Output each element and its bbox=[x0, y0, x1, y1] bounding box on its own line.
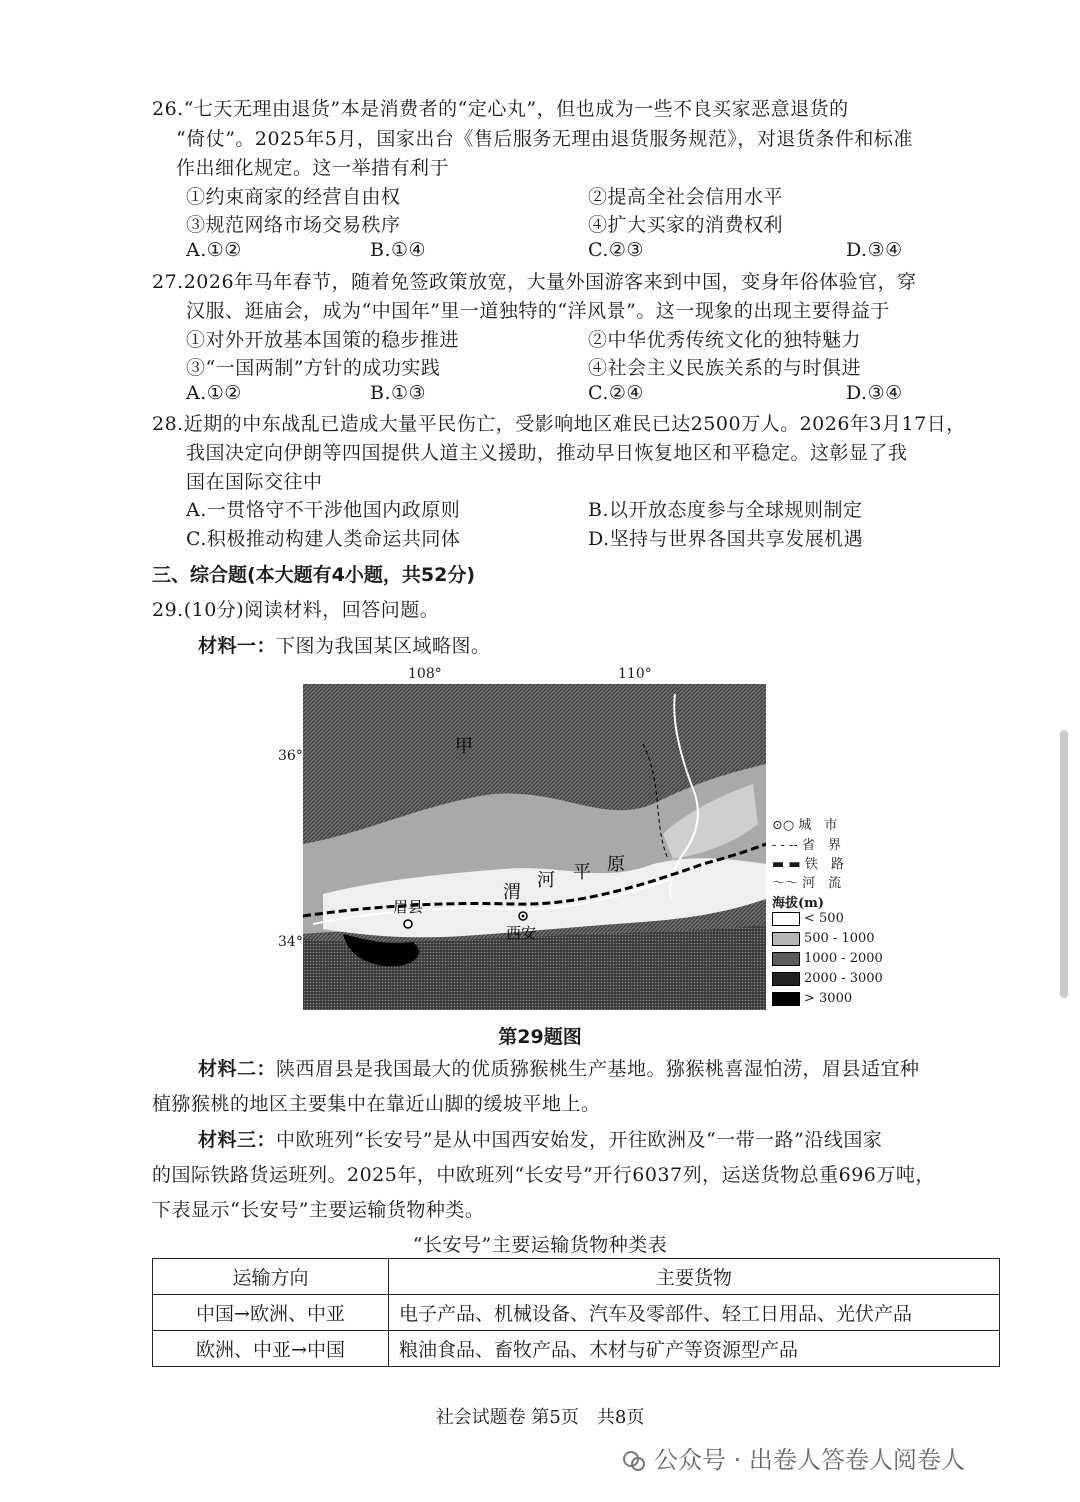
table-row bbox=[153, 1331, 1000, 1367]
material-1-text: 下图为我国某区域略图。 bbox=[276, 635, 491, 657]
table-cell-direction: 欧洲、中亚→中国 bbox=[153, 1331, 389, 1367]
q27-statement-1: ①对外开放基本国策的稳步推进 bbox=[186, 329, 460, 351]
legend-railway: ▬ ▬ 铁 路 bbox=[772, 857, 844, 872]
q28-line-1: 28.近期的中东战乱已造成大量平民伤亡，受影响地区难民已达2500万人。2026年3月17日， bbox=[152, 413, 966, 435]
map-legend bbox=[768, 812, 898, 1012]
legend-elevation-title: 海拔(m) bbox=[772, 896, 825, 911]
q27-line-1: 27.2026年马年春节，随着免签政策放宽，大量外国游客来到中国，变身年俗体验官，穿 bbox=[152, 271, 917, 293]
map-label-plain-1: 渭 bbox=[503, 882, 521, 903]
q26-line-1: 26.“七天无理由退货”本是消费者的“定心丸”，但也成为一些不良买家恶意退货的 bbox=[152, 98, 849, 120]
map-label-plain-2: 河 bbox=[537, 870, 555, 891]
q28-line-3: 国在国际交往中 bbox=[186, 471, 323, 493]
legend-elev-5: > 3000 bbox=[772, 991, 852, 1006]
q28-option-c: C.积极推动构建人类命运共同体 bbox=[186, 528, 461, 550]
table-title: “长安号”主要运输货物种类表 bbox=[412, 1234, 668, 1256]
table-row bbox=[153, 1295, 1000, 1331]
q26-statement-3: ③规范网络市场交易秩序 bbox=[186, 214, 401, 236]
q26-option-d: D.③④ bbox=[846, 239, 903, 261]
map-lat-36: 36° bbox=[278, 748, 303, 764]
legend-city: ⊙○ 城 市 bbox=[772, 818, 838, 833]
legend-elev-2: 500 - 1000 bbox=[772, 931, 875, 946]
legend-border-symbol: - - -- bbox=[772, 838, 802, 853]
legend-elev-4: 2000 - 3000 bbox=[772, 971, 883, 986]
q28-option-d: D.坚持与世界各国共享发展机遇 bbox=[588, 528, 864, 550]
q26-line-3: 作出细化规定。这一举措有利于 bbox=[176, 157, 450, 179]
material-3-line-3: 下表显示“长安号”主要运输货物种类。 bbox=[152, 1199, 485, 1221]
material-2-line-1 bbox=[198, 1054, 920, 1081]
legend-swatch-3 bbox=[772, 952, 800, 966]
table-header-direction: 运输方向 bbox=[153, 1259, 389, 1295]
map-label-meixian: 眉县 bbox=[393, 898, 424, 916]
q27-option-d: D.③④ bbox=[846, 382, 903, 404]
table-cell-goods: 电子产品、机械设备、汽车及零部件、轻工日用品、光伏产品 bbox=[389, 1295, 1000, 1331]
section-3-heading: 三、综合题(本大题有4小题，共52分) bbox=[152, 564, 476, 586]
legend-swatch-5 bbox=[772, 992, 800, 1006]
page-footer: 社会试题卷 第5页 共8页 bbox=[435, 1407, 645, 1428]
legend-border: - - -- 省 界 bbox=[772, 838, 841, 853]
q27-statement-3: ③“一国两制”方针的成功实践 bbox=[186, 357, 441, 379]
legend-city-symbol: ⊙○ bbox=[772, 818, 799, 833]
legend-elev-3: 1000 - 2000 bbox=[772, 951, 883, 966]
q28-line-2: 我国决定向伊朗等四国提供人道主义援助，推动早日恢复地区和平稳定。这彰显了我 bbox=[186, 442, 908, 464]
legend-swatch-1 bbox=[772, 912, 800, 926]
map-label-jia: 甲 bbox=[455, 736, 473, 757]
table-header-goods: 主要货物 bbox=[389, 1259, 1000, 1295]
legend-swatch-4 bbox=[772, 972, 800, 986]
watermark bbox=[622, 1440, 965, 1475]
q27-option-c: C.②④ bbox=[588, 382, 644, 404]
material-2-text-1: 陕西眉县是我国最大的优质猕猴桃生产基地。猕猴桃喜湿怕涝，眉县适宜种 bbox=[276, 1058, 920, 1080]
map-label-xian: 西安 bbox=[506, 924, 537, 942]
q26-option-a: A.①② bbox=[186, 239, 242, 261]
material-1 bbox=[198, 631, 491, 658]
q26-option-c: C.②③ bbox=[588, 239, 644, 261]
region-map bbox=[303, 684, 766, 1010]
material-3-line-2: 的国际铁路货运班列。2025年，中欧班列“长安号”开行6037列，运送货物总重696万吨， bbox=[152, 1164, 935, 1186]
legend-railway-symbol: ▬ ▬ bbox=[772, 857, 805, 872]
map-lon-110: 110° bbox=[618, 666, 652, 682]
material-3-line-1 bbox=[198, 1125, 882, 1152]
figure-caption: 第29题图 bbox=[498, 1026, 582, 1048]
q27-option-a: A.①② bbox=[186, 382, 242, 404]
material-3-text-1: 中欧班列“长安号”是从中国西安始发，开往欧洲及“一带一路”沿线国家 bbox=[276, 1129, 883, 1151]
scrollbar[interactable] bbox=[1060, 730, 1068, 998]
material-2-label: 材料二： bbox=[198, 1058, 277, 1080]
q29-intro: 29.(10分)阅读材料，回答问题。 bbox=[152, 599, 440, 621]
legend-swatch-2 bbox=[772, 932, 800, 946]
q26-statement-2: ②提高全社会信用水平 bbox=[588, 186, 784, 208]
map-xian-dot bbox=[522, 915, 525, 918]
map-lon-108: 108° bbox=[408, 666, 442, 682]
legend-elev-1: < 500 bbox=[772, 911, 844, 926]
q28-option-a: A.一贯恪守不干涉他国内政原则 bbox=[186, 499, 461, 521]
material-1-label: 材料一： bbox=[198, 635, 277, 657]
legend-river-symbol: ～～ bbox=[772, 876, 803, 891]
material-3-label: 材料三： bbox=[198, 1129, 277, 1151]
cargo-table bbox=[152, 1258, 1000, 1367]
material-2-line-2: 植猕猴桃的地区主要集中在靠近山脚的缓坡平地上。 bbox=[152, 1093, 601, 1115]
q27-statement-2: ②中华优秀传统文化的独特魅力 bbox=[588, 329, 862, 351]
q26-line-2: “倚仗”。2025年5月，国家出台《售后服务无理由退货服务规范》，对退货条件和标准 bbox=[176, 128, 913, 150]
q26-statement-4: ④扩大买家的消费权利 bbox=[588, 214, 784, 236]
map-lat-34: 34° bbox=[278, 934, 303, 950]
table-cell-direction: 中国→欧洲、中亚 bbox=[153, 1295, 389, 1331]
table-header-row bbox=[153, 1259, 1000, 1295]
watermark-text: 公众号 · 出卷人答卷人阅卷人 bbox=[654, 1446, 965, 1474]
q27-statement-4: ④社会主义民族关系的与时俱进 bbox=[588, 357, 862, 379]
legend-river: ～～ 河 流 bbox=[772, 876, 842, 891]
q26-option-b: B.①④ bbox=[370, 239, 427, 261]
q27-line-2: 汉服、逛庙会，成为“中国年”里一道独特的“洋风景”。这一现象的出现主要得益于 bbox=[186, 300, 890, 322]
table-cell-goods: 粮油食品、畜牧产品、木材与矿产等资源型产品 bbox=[389, 1331, 1000, 1367]
q27-option-b: B.①③ bbox=[370, 382, 427, 404]
q28-option-b: B.以开放态度参与全球规则制定 bbox=[588, 499, 863, 521]
map-label-plain-3: 平 bbox=[573, 862, 591, 883]
map-meixian-marker bbox=[404, 920, 412, 928]
map-label-plain-4: 原 bbox=[607, 854, 625, 875]
q26-statement-1: ①约束商家的经营自由权 bbox=[186, 186, 401, 208]
wechat-icon bbox=[622, 1449, 646, 1473]
